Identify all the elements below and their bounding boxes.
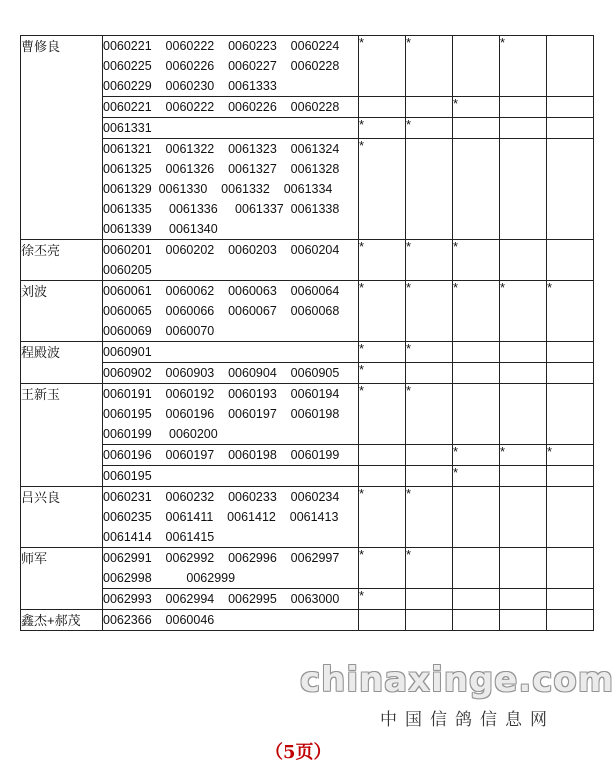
ring-number-line: 0060902 0060903 0060904 0060905 <box>103 366 340 380</box>
mark-cell: * <box>453 281 500 342</box>
mark-cell: * <box>359 363 406 384</box>
mark-cell <box>359 610 406 631</box>
mark-cell <box>453 548 500 589</box>
table-row <box>21 548 594 589</box>
owner-name: 程殿波 <box>21 342 103 384</box>
owner-name: 鑫杰+郝茂 <box>21 610 103 631</box>
ring-number-line: 0060201 0060202 0060203 0060204 <box>103 243 340 257</box>
mark-cell: * <box>359 487 406 548</box>
mark-cell: * <box>406 281 453 342</box>
mark-cell <box>500 363 547 384</box>
mark-cell <box>359 445 406 466</box>
table-row <box>21 118 594 139</box>
ring-number-line: 0060235 0061411 0061412 0061413 <box>103 510 339 524</box>
mark-cell: * <box>453 97 500 118</box>
mark-cell <box>500 139 547 240</box>
mark-cell: * <box>453 445 500 466</box>
ring-number-line: 0062366 0060046 <box>103 613 215 627</box>
ring-number-line: 0062993 0062994 0062995 0063000 <box>103 592 340 606</box>
ring-number-line: 0061321 0061322 0061323 0061324 <box>103 142 340 156</box>
mark-cell <box>547 36 594 97</box>
mark-cell <box>547 240 594 281</box>
mark-cell: * <box>359 589 406 610</box>
mark-cell <box>406 589 453 610</box>
mark-cell <box>500 240 547 281</box>
ring-number-line: 0062991 0062992 0062996 0062997 <box>103 551 340 565</box>
owner-name: 曹修良 <box>21 36 103 240</box>
mark-cell <box>547 118 594 139</box>
table-row <box>21 240 594 281</box>
ring-number-line: 0061414 0061415 <box>103 530 215 544</box>
mark-cell <box>453 139 500 240</box>
mark-cell <box>547 384 594 445</box>
mark-cell <box>500 548 547 589</box>
mark-cell <box>406 466 453 487</box>
ring-number-line: 0060231 0060232 0060233 0060234 <box>103 490 340 504</box>
mark-cell <box>453 610 500 631</box>
ring-numbers-cell <box>103 281 359 342</box>
ring-numbers-cell <box>103 97 359 118</box>
mark-cell: * <box>406 240 453 281</box>
table-row <box>21 610 594 631</box>
ring-numbers-cell <box>103 240 359 281</box>
mark-cell <box>453 36 500 97</box>
ring-number-line: 0060195 0060196 0060197 0060198 <box>103 407 340 421</box>
mark-cell <box>406 139 453 240</box>
ring-numbers-cell <box>103 342 359 363</box>
ring-numbers-cell <box>103 487 359 548</box>
mark-cell <box>500 384 547 445</box>
mark-cell <box>500 97 547 118</box>
mark-cell: * <box>406 342 453 363</box>
watermark-text: chinaxinge.com <box>300 660 615 700</box>
site-name: 中国信鸽信息网 <box>380 710 555 730</box>
mark-cell: * <box>500 281 547 342</box>
mark-cell <box>406 97 453 118</box>
ring-numbers-cell <box>103 610 359 631</box>
mark-cell: * <box>359 139 406 240</box>
mark-cell <box>500 589 547 610</box>
ring-numbers-cell <box>103 589 359 610</box>
table-row <box>21 589 594 610</box>
mark-cell: * <box>359 118 406 139</box>
ring-numbers-cell <box>103 466 359 487</box>
mark-cell: * <box>406 548 453 589</box>
ring-numbers-cell <box>103 548 359 589</box>
mark-cell: * <box>547 445 594 466</box>
mark-cell: * <box>359 548 406 589</box>
mark-cell <box>500 610 547 631</box>
ring-number-line: 0060901 <box>103 345 152 359</box>
ring-number-line: 0061339 0061340 <box>103 222 218 236</box>
mark-cell <box>453 342 500 363</box>
table-row <box>21 487 594 548</box>
mark-cell <box>453 118 500 139</box>
mark-cell <box>359 466 406 487</box>
table-row <box>21 36 594 97</box>
owner-name: 师军 <box>21 548 103 610</box>
mark-cell <box>547 487 594 548</box>
table-row <box>21 342 594 363</box>
table-row <box>21 281 594 342</box>
mark-cell <box>406 445 453 466</box>
owner-name: 吕兴良 <box>21 487 103 548</box>
mark-cell: * <box>359 281 406 342</box>
mark-cell: * <box>406 384 453 445</box>
ring-number-line: 0060221 0060222 0060223 0060224 <box>103 39 340 53</box>
ring-number-line: 0060205 <box>103 263 152 277</box>
mark-cell <box>453 487 500 548</box>
ring-number-line: 0060199 0060200 <box>103 427 218 441</box>
table-row <box>21 139 594 240</box>
mark-cell <box>453 384 500 445</box>
mark-cell: * <box>359 342 406 363</box>
ring-number-line: 0060229 0060230 0061333 <box>103 79 277 93</box>
ring-number-line: 0060195 <box>103 469 152 483</box>
mark-cell <box>359 97 406 118</box>
owner-name: 刘波 <box>21 281 103 342</box>
mark-cell: * <box>406 36 453 97</box>
ring-number-line: 0061335 0061336 0061337 0061338 <box>103 202 340 216</box>
mark-cell <box>547 97 594 118</box>
ring-number-line: 0061331 <box>103 121 152 135</box>
table-row <box>21 97 594 118</box>
mark-cell <box>547 589 594 610</box>
ring-number-line: 0060065 0060066 0060067 0060068 <box>103 304 340 318</box>
owner-name: 王新玉 <box>21 384 103 487</box>
ring-number-line: 0061325 0061326 0061327 0061328 <box>103 162 340 176</box>
mark-cell: * <box>359 384 406 445</box>
mark-cell: * <box>359 36 406 97</box>
ring-numbers-cell <box>103 139 359 240</box>
table-row <box>21 384 594 445</box>
mark-cell <box>547 139 594 240</box>
mark-cell <box>547 466 594 487</box>
mark-cell <box>500 487 547 548</box>
owner-name: 徐丕亮 <box>21 240 103 281</box>
results-table <box>20 35 594 631</box>
page-label: （5页） <box>265 742 332 763</box>
mark-cell: * <box>453 466 500 487</box>
mark-cell: * <box>500 445 547 466</box>
mark-cell <box>547 342 594 363</box>
mark-cell: * <box>500 36 547 97</box>
mark-cell: * <box>406 118 453 139</box>
mark-cell <box>500 118 547 139</box>
mark-cell: * <box>359 240 406 281</box>
table-row <box>21 445 594 466</box>
mark-cell: * <box>547 281 594 342</box>
ring-numbers-cell <box>103 445 359 466</box>
mark-cell <box>453 589 500 610</box>
mark-cell <box>547 548 594 589</box>
mark-cell <box>453 363 500 384</box>
ring-numbers-cell <box>103 36 359 97</box>
ring-number-line: 0061329 0061330 0061332 0061334 <box>103 182 333 196</box>
ring-numbers-cell <box>103 384 359 445</box>
mark-cell <box>406 363 453 384</box>
mark-cell <box>547 363 594 384</box>
table-row <box>21 363 594 384</box>
ring-number-line: 0060191 0060192 0060193 0060194 <box>103 387 340 401</box>
table-row <box>21 466 594 487</box>
mark-cell <box>406 610 453 631</box>
mark-cell <box>500 466 547 487</box>
mark-cell <box>500 342 547 363</box>
mark-cell <box>547 610 594 631</box>
ring-number-line: 0060221 0060222 0060226 0060228 <box>103 100 340 114</box>
ring-number-line: 0062998 0062999 <box>103 571 236 585</box>
ring-number-line: 0060225 0060226 0060227 0060228 <box>103 59 340 73</box>
mark-cell: * <box>453 240 500 281</box>
ring-number-line: 0060061 0060062 0060063 0060064 <box>103 284 340 298</box>
ring-numbers-cell <box>103 363 359 384</box>
ring-number-line: 0060069 0060070 <box>103 324 215 338</box>
ring-number-line: 0060196 0060197 0060198 0060199 <box>103 448 340 462</box>
ring-numbers-cell <box>103 118 359 139</box>
mark-cell: * <box>406 487 453 548</box>
